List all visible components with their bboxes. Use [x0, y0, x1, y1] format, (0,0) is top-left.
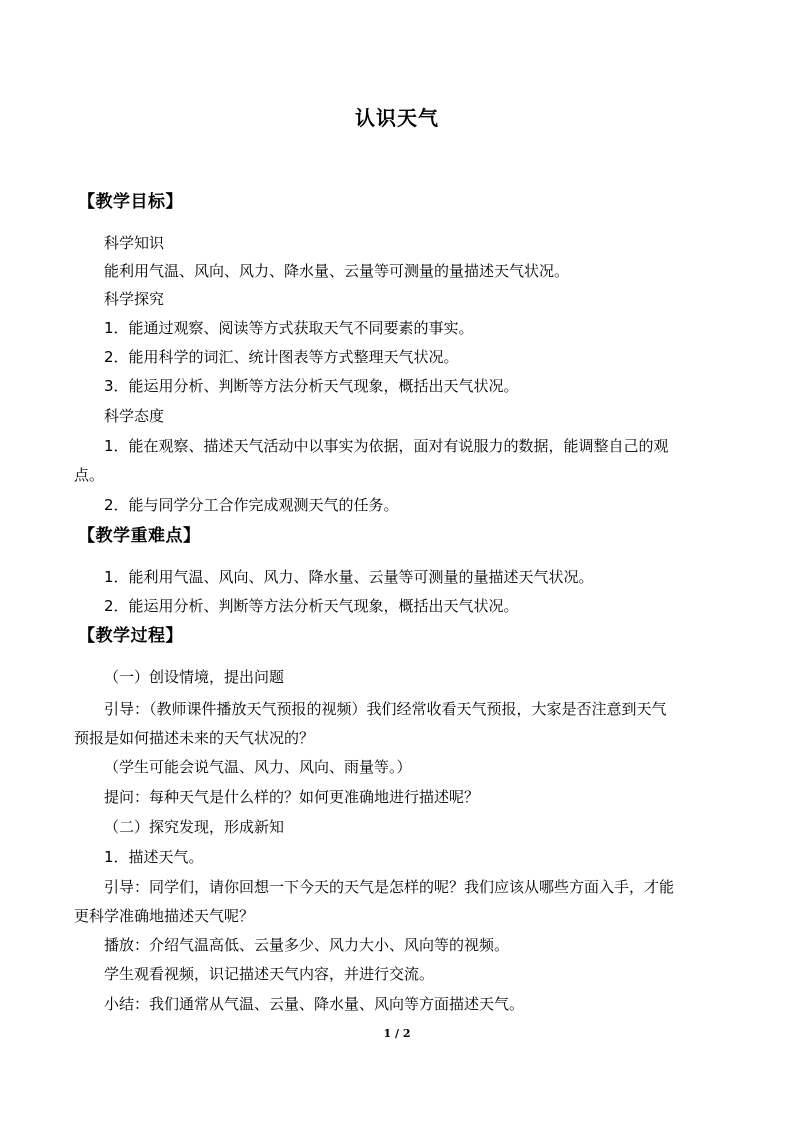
key-points-line: 1．能利用气温、风向、风力、降水量、云量等可测量的量描述天气状况。 [104, 568, 594, 586]
process-line: 提问：每种天气是什么样的？如何更准确地进行描述呢？ [104, 788, 480, 806]
objectives-line: 1．能通过观察、阅读等方式获取天气不同要素的事实。 [104, 319, 474, 337]
objectives-line: 点。 [74, 466, 105, 484]
process-line: 引导：同学们，请你回想一下今天的天气是怎样的呢？我们应该从哪些方面入手，才能 [104, 878, 675, 896]
process-line: （学生可能会说气温、风力、风向、雨量等。） [104, 758, 412, 776]
process-line: 预报是如何描述未来的天气状况的？ [74, 729, 315, 747]
process-line: 1．描述天气。 [104, 848, 204, 866]
process-line: 播放：介绍气温高低、云量多少、风力大小、风向等的视频。 [104, 936, 510, 954]
page-title: 认识天气 [355, 106, 439, 130]
objectives-line: 能利用气温、风向、风力、降水量、云量等可测量的量描述天气状况。 [104, 262, 570, 280]
objectives-line: 科学态度 [104, 407, 165, 425]
page-number: 1 / 2 [383, 1027, 411, 1040]
objectives-line: 3．能运用分析、判断等方法分析天气现象，概括出天气状况。 [104, 377, 519, 395]
section-heading-key-points: 【教学重难点】 [78, 526, 201, 546]
section-heading-process: 【教学过程】 [78, 626, 183, 646]
process-line: 引导：（教师课件播放天气预报的视频）我们经常收看天气预报，大家是否注意到天气 [104, 700, 667, 718]
objectives-line: 2．能与同学分工合作完成观测天气的任务。 [104, 496, 399, 514]
section-heading-objectives: 【教学目标】 [78, 192, 183, 212]
process-line: 学生观看视频，识记描述天气内容，并进行交流。 [104, 965, 435, 983]
process-line: （一）创设情境，提出问题 [104, 668, 285, 686]
objectives-line: 2．能用科学的词汇、统计图表等方式整理天气状况。 [104, 348, 459, 366]
objectives-line: 科学知识 [104, 234, 165, 252]
process-line: 更科学准确地描述天气呢？ [74, 907, 255, 925]
objectives-line: 科学探究 [104, 290, 165, 308]
key-points-line: 2．能运用分析、判断等方法分析天气现象，概括出天气状况。 [104, 597, 519, 615]
objectives-line: 1．能在观察、描述天气活动中以事实为依据，面对有说服力的数据，能调整自己的观 [104, 437, 669, 455]
process-line: 小结：我们通常从气温、云量、降水量、风向等方面描述天气。 [104, 995, 525, 1013]
process-line: （二）探究发现，形成新知 [104, 818, 285, 836]
